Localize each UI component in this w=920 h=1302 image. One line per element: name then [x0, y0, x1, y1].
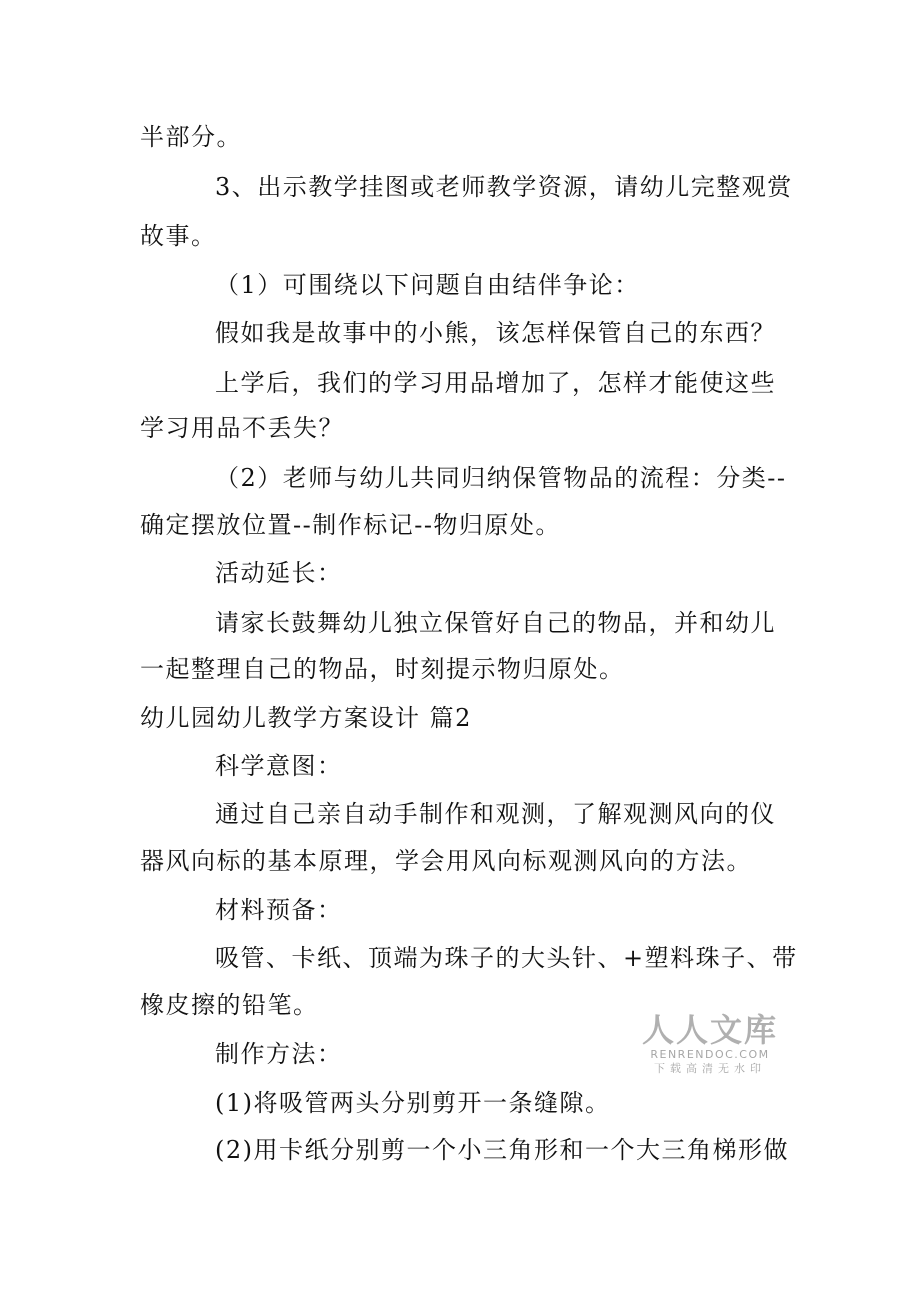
text-line: 故事。: [140, 222, 217, 250]
text-line: （2）老师与幼儿共同归纳保管物品的流程：分类--: [215, 464, 787, 492]
text-line: 一起整理自己的物品，时刻提示物归原处。: [140, 655, 625, 683]
text-line: 科学意图：: [215, 752, 343, 780]
text-line: 吸管、卡纸、顶端为珠子的大头针、+塑料珠子、带: [215, 944, 798, 972]
text-line: 3、出示教学挂图或老师教学资源，请幼儿完整观赏: [215, 173, 793, 201]
text-line: 活动延长：: [215, 559, 343, 587]
text-line: 器风向标的基本原理，学会用风向标观测风向的方法。: [140, 847, 752, 875]
text-line: 上学后，我们的学习用品增加了，怎样才能使这些: [215, 369, 776, 397]
text-line: 橡皮擦的铅笔。: [140, 991, 319, 1019]
text-line: (2)用卡纸分别剪一个小三角形和一个大三角梯形做: [215, 1136, 789, 1164]
watermark-title: 人人文库: [641, 1011, 778, 1049]
text-line: 假如我是故事中的小熊，该怎样保管自己的东西？: [215, 319, 776, 347]
watermark-subtitle: 下载高清无水印: [654, 1062, 766, 1075]
text-line: 制作方法：: [215, 1040, 343, 1068]
watermark-site: RENRENDOC.COM: [650, 1048, 770, 1061]
text-line: 学习用品不丢失？: [140, 414, 344, 442]
text-line: 确定摆放位置--制作标记--物归原处。: [140, 511, 561, 539]
text-line: （1）可围绕以下问题自由结伴争论：: [215, 271, 640, 299]
text-line: 通过自己亲自动手制作和观测，了解观测风向的仪: [215, 800, 776, 828]
text-line: (1)将吸管两头分别剪开一条缝隙。: [215, 1089, 611, 1117]
text-line: 请家长鼓舞幼儿独立保管好自己的物品，并和幼儿: [215, 609, 776, 637]
text-line: 材料预备：: [215, 896, 343, 924]
section-heading: 幼儿园幼儿教学方案设计 篇2: [140, 704, 472, 732]
watermark-logo: [640, 1012, 780, 1076]
text-line: 半部分。: [140, 123, 242, 151]
